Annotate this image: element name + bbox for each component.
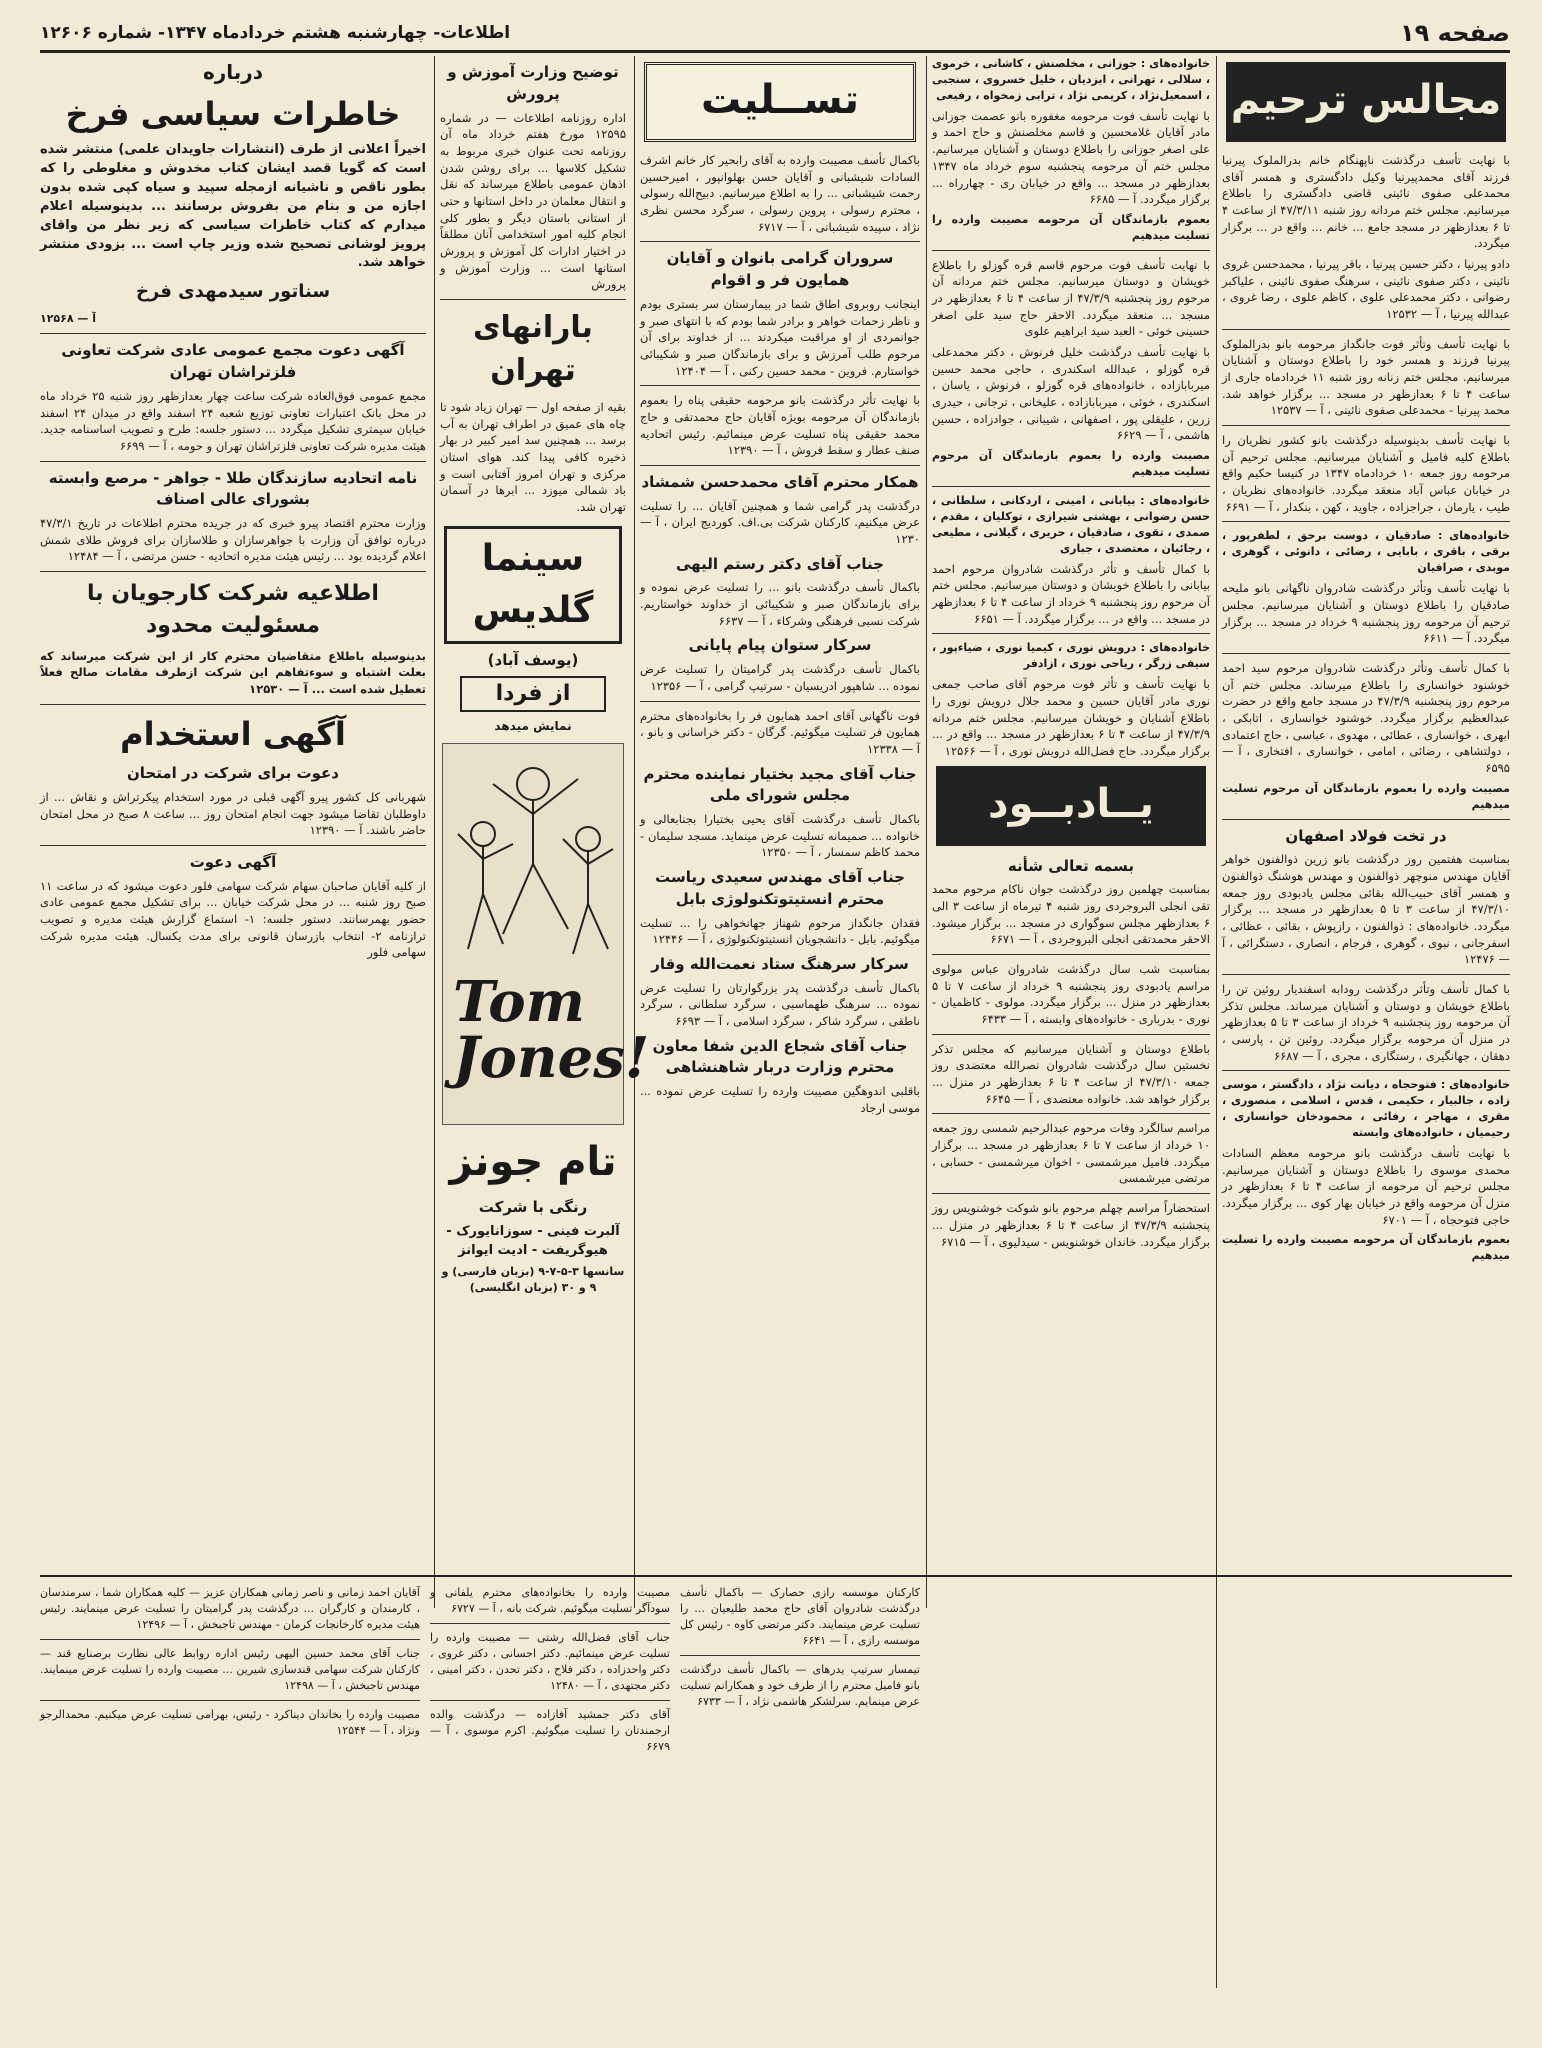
notice: بمناسبت هفتمین روز درگذشت بانو زرین ذوالفنون خواهر آقایان مهندس منوچهر ذوالفنون و مهندس هوشنگ ذوالفنون و همسر آقای حبیب‌الله بقائی مجلس یادبودی روز جمعه ۴۷/۳/۱۰ از ساعت ۳ تا ۵ بعدازظهر در مسجد ... برگزار میگردد. خانواده‌های : ذوالفنون ، رازپوش ، بقائی ، عظائی ، اسفرجانی ، نبوی ، گوهری ، فرجام ، انصاری ، دستگرائی ، آ — ۱۲۴۷۶ <box>1222 852 1511 967</box>
column-announcements <box>40 56 426 1608</box>
coop-heading: آگهی دعوت مجمع عمومی عادی شرکت تعاونی فلزتراشان تهران <box>61 341 405 382</box>
divider <box>440 299 626 300</box>
notice: فوت ناگهانی آقای احمد همایون فر را بخانواده‌های محترم همایون فر تسلیت میگوئیم. گرگان - دکتر خراسانی و بانو ، آ — ۱۲۳۳۸ <box>640 708 920 756</box>
yadbood-banner: یــادبــود <box>936 766 1206 846</box>
notice: اینجانب روبروی اطاق شما در بیمارستان سر بستری بودم و ناظر زحمات خواهر و برادر شما بودم که با انتهای صبر و جوانمردی از او مراقبت میکردند ... از خداوند برای آن مرحوم طلب آمرزش و برای بازماندگان صبر و شکیبائی خواستارم. فروین - محمد حسین رکنی ، آ — ۱۲۴۰۴ <box>640 296 920 378</box>
divider <box>1222 819 1510 820</box>
tasliyat-banner: تســلیت <box>644 62 916 142</box>
notice: باکمال تأسف درگذشت آقای یحیی بختیارا بجنابعالی و خانواده ... صمیمانه تسلیت عرض مینماید. مسجد سلیمان - محمد کاظم سمسار ، آ — ۱۲۳۵۰ <box>640 812 920 860</box>
rain-heading: بارانهای تهران <box>473 309 593 389</box>
divider <box>40 845 426 846</box>
notice-heading: جناب آقای مهندس سعیدی ریاست محترم انستیتوتکنولوژی بابل <box>655 868 905 908</box>
masthead <box>40 16 1510 53</box>
from-tomorrow: از فردا <box>460 676 606 712</box>
families-list: خانواده‌های : فتوحجاه ، دیانت نژاد ، دادگستر ، موسی زاده ، جالبیار ، حکیمی ، قدس ، اسلامی ، منصوری ، مقری ، مهاجر ، رفائی ، محمودخان خوانساری ، رحیمیان ، خانواده‌های وابسته <box>1222 1078 1510 1140</box>
notice: با نهایت تأثر درگذشت بانو مرحومه حقیقی پناه را بعموم بازماندگان آن مرحومه بویژه آقایان حاج محمدتقی و حاج محمد حقیقی پناه تسلیت عرض مینمائیم. رئیس اتحادیه صنف عطار و سقط فروش ، آ — ۱۲۳۹۰ <box>640 393 920 458</box>
divider <box>1222 425 1510 426</box>
divider <box>40 1700 420 1701</box>
notice: مصیبت وارده را بخانواده‌های محترم یلفانی و سودآگر تسلیت میگوئیم. شرکت بانه ، آ — ۶۷۲۷ <box>430 1586 670 1615</box>
notice: باکمال تأسف درگذشت پدر گرامیتان را تسلیت عرض نموده ... شاهپور ادریسیان - سرتیپ گرامی ، آ — ۱۲۳۵۶ <box>640 662 920 693</box>
notice: باطلاع دوستان و آشنایان میرسانیم که مجلس تذکر نخستین سال درگذشت شادروان نصرالله معتضدی روز جمعه ۴۷/۳/۱۰ از ساعت ۴ تا ۶ بعدازظهر در منزل ... برگزار خواهد شد. خانواده معتضدی ، آ — ۶۶۴۵ <box>932 1041 1210 1106</box>
notice: درگذشت پدر گرامی شما و همچنین آقایان ... را تسلیت عرض میکنیم. کارکنان شرکت بی.اف. کوردیج ایران ، آ — ۱۲۳۰ <box>640 498 920 546</box>
column-ministry-cinema <box>440 56 650 1608</box>
notice: بمناسبت شب سال درگذشت شادروان عباس مولوی مراسم یادبودی روز پنجشنبه ۹ خرداد از ساعت ۷ تا ۵ بعدازظهر در منزل ... برگزار میگردد. مولوی - کاظمیان - نوری - بدرباری - خانواده‌های وابسته ، آ — ۶۴۳۳ <box>932 962 1210 1027</box>
gold-union-text: وزارت محترم اقتصاد پیرو خبری که در جریده محترم اطلاعات در تاریخ ۴۷/۳/۱ درباره توافق آن وزارت با جواهرسازان و طلاسازان برای فروش طلای شمش اعلام گردیده بود ... رئیس هیئت مدیره اتحادیه - حسن مرتضی ، آ — ۱۲۴۸۴ <box>40 516 426 564</box>
dancers-illustration <box>443 744 623 964</box>
senator-ref: آ — ۱۲۵۶۸ <box>40 312 97 326</box>
divider <box>40 333 426 334</box>
basmala: بسمه تعالی شأنه <box>1007 856 1135 875</box>
notice: با کمال تأسف وتأثر درگذشت رودابه اسفندیار روئین تن را باطلاع خویشان و دوستان و آشنایان میرساند. مجلس تذکر آن مرحومه روز پنجشنبه ۹ خرداد از ساعت ۳ تا ۵ بعدازظهر در منزل آن مرحومه برگزار میگردد. روئین تن ، پارسی ، دهقان ، جهانگیری ، رستگاری ، مجری ، آ — ۶۶۸۷ <box>1222 981 1511 1063</box>
notice: آقای دکتر جمشید آفازاده — درگذشت والده ارجمندتان را تسلیت میگوئیم. اکرم موسوی ، آ — ۶۶۷۹ <box>430 1707 670 1753</box>
notice: جناب آقای فضل‌الله رشتی — مصیبت وارده را تسلیت عرض مینمائیم. دکتر احسانی ، دکتر غروی ، دکتر واحدزاده ، دکتر فلاح ، دکتر تحدن ، دکتر امینی ، دکتر مجتهدی ، آ — ۱۲۴۸۰ <box>430 1630 670 1692</box>
notice-heading: جناب آقای شجاع الدین شفا معاون محترم وزارت دربار شاهنشاهی <box>652 1036 908 1077</box>
memoir-text: اخیراً اعلانی از طرف (انتشارات جاویدان علمی) منتشر شده است که گویا قصد ایشان کتاب مخدوش و مغلوطی را که بطور ناقص و ناشیانه ازمجله سپید و سیاه کپی شده بدون اجازه من و بنام من بفروش برسانند ... بدینوسیله اعلام میدارم که کتاب خاطرات سیاسی که زیر نظر من واقای پرویز لوشانی تصحیح شده وزیر چاپ است ... بزودی منتشر خواهد شد. <box>40 142 426 271</box>
notice: استحضاراً مراسم چهلم مرحوم بانو شوکت خوشنویس روز پنجشنبه ۴۷/۳/۹ از ساعت ۴ تا ۶ بعدازظهر در منزل ... برگزار میگردد. خاندان خوشنویس - سیدلیوی ، آ — ۶۷۱۵ <box>932 1201 1211 1249</box>
film-showtimes: سانسها ۳-۵-۷-۹ (بزبان فارسی) و ۹ و ۳۰ (بزبان انگلیسی) <box>441 1265 625 1295</box>
notice: باکمال تأسف درگذشت پدر بزرگوارتان را تسلیت عرض نموده ... سرهنگ طهماسبی ، سرگرد سلطانی ، سرگرد ناطقی ، سرگرد شاکر ، سرگرد اسلامی ، آ — ۶۶۹۳ <box>640 980 920 1028</box>
families-list: خانواده‌های : جوزانی ، مخلصنش ، کاشانی ، خرموی ، سلالی ، تهرانی ، ایزدیان ، خلیل خسروی ، سنجبی ، اسمعیل‌نژاد ، کریمی نژاد ، ترابی زمخواه ، رفیعی <box>932 57 1210 102</box>
job-ad-subheading: دعوت برای شرکت در امتحان <box>127 764 339 783</box>
divider <box>1222 521 1510 522</box>
invitation-text: از کلیه آقایان صاحبان سهام شرکت سهامی فلور دعوت میشود که در ساعت ۱۱ صبح روز شنبه ... در محل شرکت خیابان ... برای تشکیل مجمع عمومی عادی حضور بهمرسانند. دستور جلسه: ۱- استماع گزارش هیئت مدیره و تصویب ترازنامه ۲- انتخاب بازرسان قانونی برای مدت یکسال. هیئت مدیره شرکت سهامی فلور <box>40 878 427 960</box>
notice-heading: سرکار سرهنگ ستاد نعمت‌الله وقار <box>651 954 909 973</box>
notice-heading: همکار محترم آقای محمدحسن شمشاد <box>641 472 919 491</box>
divider <box>932 1193 1210 1194</box>
notice: مصیبت وارده را بخاندان دیناکرد - رئیس، بهرامی تسلیت عرض میکنیم. محمدالرجو ونژاد ، آ — ۱۲۵۴۴ <box>40 1707 420 1737</box>
invitation-heading: آگهی دعوت <box>189 852 277 871</box>
ministry-text: اداره روزنامه اطلاعات — در شماره ۱۲۵۹۵ مورخ هفتم خرداد ماه آن روزنامه تحت عنوان خبری مربوط به تشکیل کلاسها ... برای روشن شدن اذهان عمومی باطلاع میرساند که نقل و انتقال معلمان در داخل استانها و حتی از استانی باستان دیگر و بطور کلی انجام کلیه امور استخدامی آنان مطلقاً در اختیار ادارات کل آموزش و پرورش استانها است ... وزارت آموزش و پرورش <box>440 110 626 292</box>
gold-union-heading: نامه اتحادیه سازندگان طلا - جواهر - مرصع وابسته بشورای عالی اصناف <box>48 468 418 509</box>
coop-text: مجمع عمومی فوق‌العاده شرکت ساعت چهار بعدازظهر روز شنبه ۲۵ خرداد ماه در محل بانک اعتبارات تعاونی توزیع شعبه ۲۴ اسفند واقع در میدان ۲۴ اسفند خیابان سیمتری تشکیل میگردد ... دستور جلسه: طرح و تصویب اساسنامه جدید. هیئت مدیره شرکت تعاونی فلزتراشان تهران و حومه ، آ — ۶۶۹۹ <box>40 388 426 453</box>
column-notices-2 <box>932 56 1210 1608</box>
divider <box>680 1655 920 1656</box>
showing-label: نمایش میدهد <box>494 718 572 733</box>
bottom-col-a <box>430 1585 670 1997</box>
families-list: خانواده‌های : صادقیان ، دوست برحق ، لطفرپور ، برقی ، باقری ، بابایی ، رضائی ، دانوئی ، گوهری ، موبدی ، صرافیان <box>1222 529 1510 575</box>
condolence-line: بعموم بازماندگان آن مرحومه مصیبت وارده را تسلیت میدهیم <box>932 212 1210 242</box>
cinema-name: سینما گلدیس <box>444 526 622 644</box>
notice: با نهایت تأسف بدینوسیله درگذشت بانو کشور نظریان را باطلاع کلیه فامیل و آشنایان میرسانیم. مجلس ترحیم آن مرحومه روز جمعه ۱۰ خردادماه ۱۳۴۷ در کنیسا حکیم واقع در خیابان عباس آباد منعقد میگردد. خانواده‌های نظریان ، طیب ، یارمان ، جراجزاده ، جاوید ، کهن ، بنکدار ، آ — ۶۶۹۱ <box>1222 433 1510 514</box>
divider <box>932 486 1210 487</box>
ministry-heading: توضیح وزارت آموزش و پرورش <box>447 63 619 103</box>
notice: باکمال تأسف درگذشت بانو ... را تسلیت عرض نموده و برای بازماندگان صبر و شکیبائی از خداوند خواستاریم. شرکت نسبی فرهنگی وشرکاء ، آ — ۶۶۳۷ <box>640 580 920 628</box>
divider <box>430 1623 670 1624</box>
majales-tarhim-banner: مجالس ترحیم <box>1226 62 1506 142</box>
bottom-col-c <box>40 1585 420 1997</box>
divider <box>40 1639 420 1640</box>
notice: آقایان احمد زمانی و ناصر زمانی همکاران عزیز — کلیه همکاران شما ، سرمندسان ، کارمندان و کارگران ... درگذشت پدر گرامیتان را تسلیت عرض مینمایند. رئیس هیئت مدیره کارخانجات کرمان - مهندس تاجبخش ، آ — ۱۲۴۹۶ <box>40 1586 420 1631</box>
senator-signature: سناتور سیدمهدی فرخ <box>135 281 331 303</box>
section-title: در تخت فولاد اصفهان <box>1285 826 1447 845</box>
notice-heading: سروران گرامی بانوان و آقایان همایون فر و اقوام <box>666 249 894 290</box>
memoir-head-small: درباره <box>202 60 264 84</box>
notice: با نهایت تأسف درگذشت ناپهنگام خانم بدرالملوک پیرنیا فرزند آقای محمدپیرنیا وکیل دادگستری و همسر آقای محمدعلی صفوی نائینی قاضی دادگستری را باطلاع میرسانیم. مجلس ختم مردانه روز شنبه ۴۷/۳/۱۱ از ساعت ۴ تا ۶ بعدازظهر در مسجد جامع ... خانم ... واقع در ... برگزار میگردد. <box>1222 153 1510 251</box>
notice: با کمال تأسف وتأثر درگذشت شادروان مرحوم سید احمد خوشنود خوانساری را باطلاع میرساند. مجلس ختم آن مرحوم روز پنجشنبه ۴۷/۳/۹ در مسجد جامع واقع در حضرت عبدالعظیم برگزار میگردد. خوشنود خوانساری ، اتابکی ، ابهری ، خوانساری ، عطائی ، مهدوی ، عباسی ، حاج اعتمادی ، دولتشاهی ، رضائی ، امامی ، خوانساری ، افتخاری ، آ — ۶۵۹۵ <box>1222 660 1510 775</box>
column-rule <box>434 56 435 1608</box>
divider <box>932 954 1210 955</box>
condolence-line: مصیبت وارده را بعموم بازماندگان آن مرحوم تسلیت میدهیم <box>1222 781 1510 811</box>
cinema-location: (یوسف آباد) <box>487 650 579 669</box>
page-number: صفحه ۱۹ <box>1400 19 1510 47</box>
notice: با نهایت تأسف فوت مرحومه مغفوره بانو عصمت جوزانی مادر آقایان غلامحسین و قاسم مخلصنش و حاج احمد و علی اصغر جوزانی را باطلاع دوستان و آشنایان میرسانیم. مجلس ختم آن مرحومه پنجشنبه سوم خرداد ماه ۱۳۴۷ بعدازظهر در مسجد ... واقع در خیابان ری - چهارراه ... برگزار میگردد. آ — ۶۶۸۵ <box>932 108 1210 207</box>
divider <box>640 701 920 702</box>
divider <box>40 571 426 572</box>
notice: دادو پیرنیا ، دکتر حسین پیرنیا ، باقر پیرنیا ، محمدحسن غروی نائینی ، دکتر صفوی نائینی ، سرهنگ صفوی نائینی ، علیاکبر رضوانی ، دکتر محمدعلی علوی ، کاظم علوی ، رضا غروی ، عبدالله پیرنیا ، آ — ۱۲۵۳۲ <box>1222 257 1510 322</box>
notice-heading: جناب آقای مجید بختیار نماینده محترم مجلس شورای ملی <box>643 764 917 805</box>
divider <box>932 1034 1210 1035</box>
divider <box>40 704 426 705</box>
film-cast: آلبرت فینی - سوزانایورک - هیوگریفت - ادیت ایوانز <box>446 1223 620 1258</box>
divider <box>1222 329 1510 330</box>
notice: با نهایت تأسف درگذشت بانو مرحومه معظم السادات محمدی موسوی را باطلاع دوستان و آشنایان میرسانیم. مجلس ترحیم آن مرحومه از ساعت ۴ تا ۶ بعدازظهر در منزل آن مرحومه واقع در خیابان بهار کوی ... برگزار میگردد. حاجی فتوحجاه ، آ — ۶۷۰۱ <box>1222 1146 1511 1227</box>
divider <box>932 633 1210 634</box>
notice: فقدان جانگداز مرحوم شهناز جهانخواهی را ... تسلیت میگوئیم. بابل - دانشجویان انستیتوتکنولوژی ، آ — ۱۲۴۴۶ <box>640 915 920 947</box>
divider <box>40 461 426 462</box>
notice: با نهایت تأسف فوت مرحوم قاسم قره گوزلو را باطلاع خویشان و دوستان میرسانیم. مجلس ختم مردانه آن مرحوم روز پنجشنبه ۴۷/۳/۹ از ساعت ۴ تا ۶ بعدازظهر در مسجد ... منعقد میگردد. الاحقر حاج سید علی اصغر حسینی خوئی - العبد سید ابراهیم علوی <box>932 257 1210 339</box>
job-ad-heading: آگهی استخدام <box>120 714 346 753</box>
families-list: خانواده‌های : بیابانی ، امینی ، اردکانی ، سلطانی ، حسن رضوانی ، بهشتی شیرازی ، توکلیان ، مقدم ، صمدی ، تقوی ، صادقیان ، حریری ، گیلانی ، مطیعی ، رجائیان ، معتضدی ، جباری <box>932 493 1210 555</box>
job-ad-text: شهربانی کل کشور پیرو آگهی قبلی در مورد استخدام پیکرتراش و نقاش ... از داوطلبان تقاضا میشود جهت انجام امتحان روز ... ساعت ۸ صبح در محل امتحان حاضر باشند. آ — ۱۲۳۹۰ <box>40 789 427 838</box>
divider <box>640 465 920 466</box>
notice: با کمال تأسف و تأثر درگذشت شادروان مرحوم احمد بیابانی را باطلاع خویشان و دوستان میرسانیم. مجلس ختم آن مرحوم روز پنجشنبه ۹ خرداد از ساعت ۴ تا ۶ بعدازظهر در مسجد ... واقع در ... برگزار میگردد. آ — ۶۶۵۱ <box>932 561 1210 626</box>
film-title-persian: تام جونز <box>449 1139 617 1185</box>
film-color-cast-label: رنگی با شرکت <box>478 1198 588 1216</box>
issue-line: اطلاعات- چهارشنبه هشتم خردادماه ۱۳۴۷- شماره ۱۲۶۰۶ <box>40 23 511 43</box>
notice: با نهایت تأسف وتأثر فوت جانگداز مرحومه بانو بدرالملوک پیرنیا فرزند و همسر خود را باطلاع دوستان و آشنایان میرسانیم. مجلس ختم زنانه روز شنبه ۱۱ خردادماه جاری از ساعت ۴ تا ۶ بعدازظهر در مسجد ... برگزار خواهد شد. محمد پیرنیا - محمدعلی صفوی نائینی ، آ — ۱۲۵۳۷ <box>1222 336 1511 418</box>
divider <box>932 1113 1210 1114</box>
notice: با نهایت تأسف وتأثر درگذشت شادروان ناگهانی بانو ملیحه صادقیان را باطلاع دوستان و آشنایان میرسانیم. مجلس ترحیم آن مرحومه روز پنجشنبه ۹ خرداد در مسجد ... برگزار میگردد. آ — ۶۶۱۱ <box>1222 581 1510 646</box>
film-poster-illustration <box>442 743 650 1125</box>
notice: با نهایت تأسف و تأثر فوت مرحوم آقای صاحب جمعی نوری مادر آقایان حسین و محمد جلال درویش نوری را باطلاع آشنایان و خویشان میرسانیم. مجلس ختم مردانه ۴۷/۳/۹ از ساعت ۴ تا ۶ بعدازظهر در مسجد ... واقع در ... برگزار میگردد. حاج فضل‌الله درویش نوری ، آ — ۱۲۵۶۶ <box>932 677 1211 758</box>
notice: تیمسار سرتیپ یدرهای — باکمال تأسف درگذشت بانو فامیل محترم را از طرف خود و همکارانم تسلیت عرض مینمایم. سرلشکر هاشمی نژاد ، آ — ۶۷۳۳ <box>680 1662 920 1708</box>
families-list: خانواده‌های : درویش نوری ، کیمیا نوری ، ضیاءپور ، سیفی زرگر ، ریاحی نوری ، ازادفر <box>932 641 1210 671</box>
bottom-col-b <box>680 1585 920 1997</box>
divider <box>640 385 920 386</box>
notice: بمناسبت چهلمین روز درگذشت جوان ناکام مرحوم محمد تقی انجلی البروجردی روز شنبه ۴ تیرماه از ساعت ۳ الی ۶ بعدازظهر مجلس سوگواری در مسجد ... برگزار میشود. الاحقر محمدتقی انجلی البروجردی ، آ — ۶۶۷۱ <box>932 882 1210 947</box>
company-notice-text: بدینوسیله باطلاع متقاضیان محترم کار از این شرکت میرساند که بعلت اشتباه و سوءتفاهم این شرکت ازطرف مقامات صالح فعلاً تعطیل شده است ... آ — ۱۲۵۳۰ <box>40 648 426 697</box>
column-tasliyat <box>640 56 920 1608</box>
notice: با نهایت تأسف درگذشت خلیل فرنوش ، دکتر محمدعلی قره گوزلو ، عبدالله اسکندری ، حاجی محمد حسین میربابازاده ، خانواده‌های قره گوزلو ، فرنوش ، یاسان ، اسکندری ، خوئی ، میربابازاده ، علیخانی ، ترجانی ، حیدری زرین ، علیقلی پور ، اصفهانی ، شیبانی ، جوادزاده ، حسین هاشمی ، آ — ۶۶۲۹ <box>932 345 1210 443</box>
divider <box>1222 1070 1510 1071</box>
memoir-head: خاطرات سیاسی فرخ <box>65 95 401 133</box>
notice: مراسم سالگرد وفات مرحوم عبدالرحیم شمسی روز جمعه ۱۰ خرداد از ساعت ۷ تا ۶ بعدازظهر در مسجد ... برگزار میگردد. فامیل میرشمسی - اخوان میرشمسی - حسابی ، مرتضی میرشمسی <box>932 1121 1211 1186</box>
notice-heading: جناب آقای دکتر رستم الیهی <box>676 554 884 573</box>
divider <box>932 250 1210 251</box>
column-rule <box>926 56 927 1608</box>
column-rule <box>634 56 635 1608</box>
notice: باکمال تأسف مصیبت وارده به آقای رابحیر کار خانم اشرف السادات شیشبانی و آقایان حسن بهلوانپور ، امیرحسین رحمت شیشبانی ... را به اطلاع میرسانیم. دبیح‌الله رسولی ، محترم رسولی ، پروین رسولی ، سرگرد محسن نظری نژاد ، سپیده شیشبانی ، آ — ۶۷۱۷ <box>640 153 920 234</box>
divider <box>1222 974 1510 975</box>
divider <box>1222 653 1510 654</box>
notice: جناب آقای محمد حسین الیهی رئیس اداره روابط عالی نظارت برصنایع قند — کارکنان شرکت سهامی قندسازی شیرین ... مصیبت وارده را تسلیت عرض مینمایند. مهندس تاجبخش ، آ — ۱۲۴۹۸ <box>40 1646 420 1692</box>
divider <box>430 1700 670 1701</box>
film-title-english: Tom Jones! <box>453 969 650 1091</box>
rain-text: بقیه از صفحه اول — تهران زیاد شود تا چاه های عمیق در اطراف تهران به آب برسد ... همچنین سد امیر کبیر در بهار ذخیره کافی پیدا کند. هوای استان مرکزی و تهران امروز آفتابی است و باد شمالی میوزد ... ابرها در آسمان تهران شد. <box>440 399 626 514</box>
bottom-notices <box>40 1575 1512 1997</box>
condolence-line: مصیبت وارده را بعموم بازماندگان آن مرحوم تسلیت میدهیم <box>932 449 1210 479</box>
company-notice-heading: اطلاعیه شرکت کارجویان با مسئولیت محدود <box>87 581 379 638</box>
notice: باقلبی اندوهگین مصیبت وارده را تسلیت عرض نموده ... موسی ارجاد <box>640 1084 920 1115</box>
divider <box>640 241 920 242</box>
condolence-line: بعموم بازماندگان آن مرحومه مصیبت وارده را تسلیت میدهیم <box>1222 1233 1510 1263</box>
notice-heading: سرکار ستوان پیام پایانی <box>688 636 872 655</box>
notice: کارکنان موسسه رازی حصارک — باکمال تأسف درگذشت شادروان آقای حاج محمد طلیعیان ... را تسلیت عرض مینمایند. دکتر مرتضی کاوه - رئیس کل موسسه رازی ، آ — ۶۶۴۱ <box>680 1586 920 1647</box>
